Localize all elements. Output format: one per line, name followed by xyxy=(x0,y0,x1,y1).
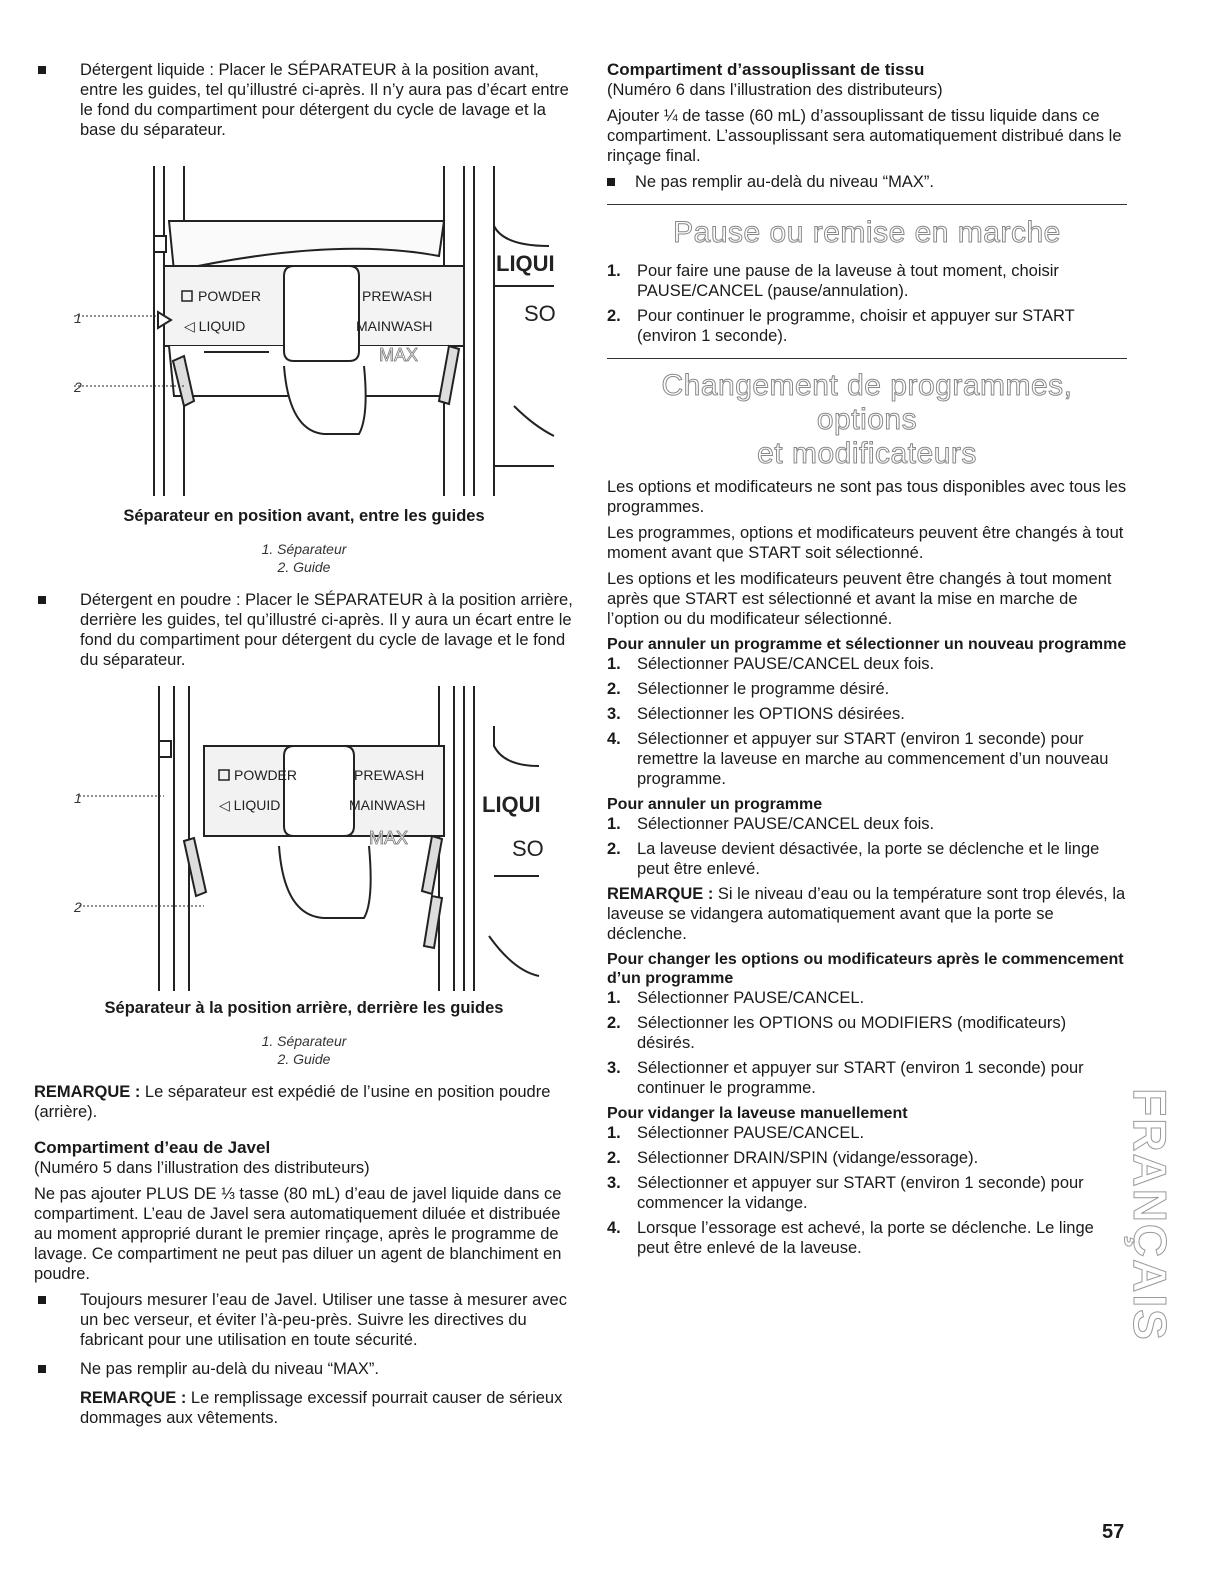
section-divider xyxy=(607,358,1127,359)
max-mark-2: MAX xyxy=(369,828,409,848)
liqui-label: LIQUI xyxy=(496,251,555,276)
page-number: 57 xyxy=(1102,1521,1125,1543)
cancel-step: 2. La laveuse devient désactivée, la porte se déclenche et le linge peut être enlevé. xyxy=(607,840,1100,878)
powder-label-2: POWDER xyxy=(234,767,297,783)
separator-back-figure xyxy=(34,686,574,998)
mainwash-label: MAINWASH xyxy=(356,318,433,334)
drain-step: 2. Sélectionner DRAIN/SPIN (vidange/essorage). xyxy=(607,1149,979,1167)
separator-front-illustration xyxy=(34,166,574,506)
cancel-new-step: 3. Sélectionner les OPTIONS désirées. xyxy=(607,705,905,723)
change-paragraph-1: Les options et modificateurs ne sont pas tous disponibles avec tous les programmes. xyxy=(607,478,1127,516)
drain-step: 4. Lorsque l’essorage est achevé, la porte se déclenche. Le linge peut être enlevé de la laveuse. xyxy=(607,1219,1094,1257)
prewash-label: PREWASH xyxy=(362,288,433,304)
separator-back-illustration xyxy=(34,686,574,998)
change-options-heading: Pour changer les options ou modificateurs après le commencement d’un programme xyxy=(607,951,1124,987)
callout-2: 2 xyxy=(74,379,82,395)
javel-paragraph: Ne pas ajouter PLUS DE ⅓ tasse (80 mL) d’eau de javel liquide dans ce compartiment. L’eau de Javel sera automatiquement diluée et distribuée au moment approprié durant le premier rinçage, après le programme de lavage. Ce compartiment ne peut pas diluer un agent de blanchiment en poudre. xyxy=(34,1185,562,1283)
change-options-step: 1. Sélectionner PAUSE/CANCEL. xyxy=(607,989,865,1007)
softener-bullet-max: Ne pas remplir au-delà du niveau “MAX”. xyxy=(607,172,1127,192)
figure2-legend-2: 2. Guide xyxy=(277,1051,331,1067)
liquid-detergent-bullet: Détergent liquide : Placer le SÉPARATEUR à la position avant, entre les guides, tel qu’illustré ci-après. Il n’y aura pas d’écart entre le fond du compartiment pour détergent du cycle de lavage et la base du séparateur. xyxy=(34,60,574,140)
figure1-legend-2: 2. Guide xyxy=(277,559,331,575)
javel-subheading: (Numéro 5 dans l’illustration des distributeurs) xyxy=(34,1159,370,1177)
left-column xyxy=(34,60,574,1434)
cancel-new-step: 2. Sélectionner le programme désiré. xyxy=(607,680,890,698)
javel-heading: Compartiment d’eau de Javel xyxy=(34,1138,271,1157)
remarque-overfill: REMARQUE : Le remplissage excessif pourrait causer de sérieux dommages aux vêtements. xyxy=(80,1389,563,1427)
softener-paragraph: Ajouter ¼ de tasse (60 mL) d’assouplissant de tissu liquide dans ce compartiment. L’assouplissant sera automatiquement distribué dans le rinçage final. xyxy=(607,107,1122,165)
liquid-label-2: ◁ LIQUID xyxy=(219,797,281,813)
softener-heading: Compartiment d’assouplissant de tissu xyxy=(607,60,925,79)
remarque-drain: REMARQUE : Si le niveau d’eau ou la température sont trop élevés, la laveuse se vidangera automatiquement avant que la porte se déclenche. xyxy=(607,885,1126,943)
so-label-2: SO xyxy=(512,836,544,861)
remarque-separator: REMARQUE : Le séparateur est expédié de l’usine en position poudre (arrière). xyxy=(34,1083,551,1121)
javel-bullet-max: Ne pas remplir au-delà du niveau “MAX”. xyxy=(34,1359,574,1379)
softener-subheading: (Numéro 6 dans l’illustration des distributeurs) xyxy=(607,81,943,99)
change-options-step: 2. Sélectionner les OPTIONS ou MODIFIERS (modificateurs) désirés. xyxy=(607,1014,1067,1052)
separator-front-figure xyxy=(34,166,574,506)
right-column xyxy=(607,60,1127,1263)
drain-step: 1. Sélectionner PAUSE/CANCEL. xyxy=(607,1124,865,1142)
pause-step: 2. Pour continuer le programme, choisir et appuyer sur START (environ 1 seconde). xyxy=(607,307,1075,345)
figure1-legend-1: 1. Séparateur xyxy=(261,541,347,557)
callout-2b: 2 xyxy=(74,899,82,915)
change-paragraph-2: Les programmes, options et modificateurs peuvent être changés à tout moment avant que START soit sélectionné. xyxy=(607,524,1124,562)
cancel-new-step: 1. Sélectionner PAUSE/CANCEL deux fois. xyxy=(607,655,935,673)
cancel-new-step: 4. Sélectionner et appuyer sur START (environ 1 seconde) pour remettre la laveuse en marche au commencement d’un nouveau programme. xyxy=(607,730,1109,788)
pause-step: 1. Pour faire une pause de la laveuse à tout moment, choisir PAUSE/CANCEL (pause/annulation). xyxy=(607,262,1059,300)
powder-detergent-bullet: Détergent en poudre : Placer le SÉPARATEUR à la position arrière, derrière les guides, tel qu’illustré ci-après. Il y aura un écart entre le fond du compartiment pour détergent du cycle de lavage et le fond du séparateur. xyxy=(34,590,574,670)
change-options-step: 3. Sélectionner et appuyer sur START (environ 1 seconde) pour continuer le programme. xyxy=(607,1059,1084,1097)
pause-section-title: Pause ou remise en marche xyxy=(673,216,1061,249)
powder-label: POWDER xyxy=(198,288,261,304)
liqui-label-2: LIQUI xyxy=(482,792,541,817)
figure1-caption: Séparateur en position avant, entre les guides xyxy=(123,507,485,525)
max-mark: MAX xyxy=(379,345,419,365)
cancel-new-heading: Pour annuler un programme et sélectionner un nouveau programme xyxy=(607,636,1127,653)
change-section-title: Changement de programmes, options et modificateurs xyxy=(661,369,1073,470)
figure2-legend-1: 1. Séparateur xyxy=(261,1033,347,1049)
so-label: SO xyxy=(524,301,556,326)
change-paragraph-3: Les options et les modificateurs peuvent être changés à tout moment après que START est sélectionné et avant la mise en marche de l’option ou du modificateur sélectionné. xyxy=(607,570,1112,628)
callout-1: 1 xyxy=(74,310,82,326)
prewash-label-2: PREWASH xyxy=(354,767,425,783)
section-divider xyxy=(607,204,1127,205)
callout-1b: 1 xyxy=(74,790,82,806)
figure2-caption: Séparateur à la position arrière, derrière les guides xyxy=(104,999,504,1017)
drain-heading: Pour vidanger la laveuse manuellement xyxy=(607,1105,908,1122)
javel-bullet-measure: Toujours mesurer l’eau de Javel. Utiliser une tasse à mesurer avec un bec verseur, et éviter l’à-peu-près. Suivre les directives du fabricant pour une utilisation en toute sécurité. xyxy=(34,1290,574,1350)
liquid-label: ◁ LIQUID xyxy=(184,318,246,334)
drain-step: 3. Sélectionner et appuyer sur START (environ 1 seconde) pour commencer la vidange. xyxy=(607,1174,1084,1212)
mainwash-label-2: MAINWASH xyxy=(349,797,426,813)
cancel-step: 1. Sélectionner PAUSE/CANCEL deux fois. xyxy=(607,815,935,833)
cancel-heading: Pour annuler un programme xyxy=(607,796,823,813)
language-side-tab: FRANÇAIS xyxy=(1124,1088,1177,1342)
